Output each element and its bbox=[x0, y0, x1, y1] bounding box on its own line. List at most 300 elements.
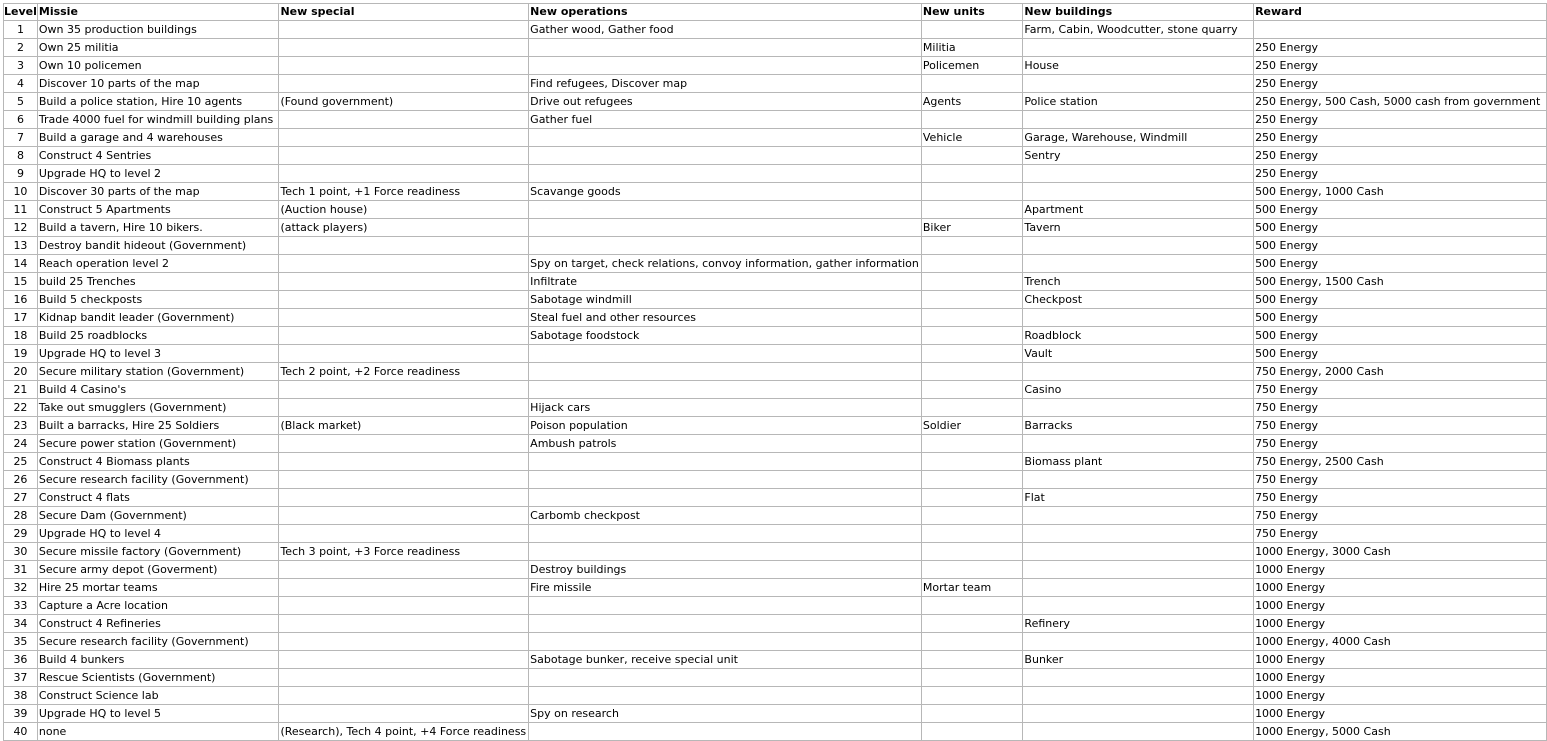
cell-new-units[interactable] bbox=[921, 723, 1023, 741]
cell-new-operations[interactable]: Spy on target, check relations, convoy information, gather information bbox=[529, 255, 922, 273]
cell-missie[interactable]: Built a barracks, Hire 25 Soldiers bbox=[37, 417, 279, 435]
cell-new-operations[interactable] bbox=[529, 525, 922, 543]
table-row bbox=[4, 633, 1547, 651]
cell-level[interactable]: 7 bbox=[4, 129, 38, 147]
cell-level[interactable]: 27 bbox=[4, 489, 38, 507]
cell-new-operations[interactable] bbox=[529, 381, 922, 399]
cell-reward[interactable]: 250 Energy bbox=[1254, 165, 1547, 183]
cell-reward[interactable]: 1000 Energy bbox=[1254, 561, 1547, 579]
cell-new-units[interactable] bbox=[921, 525, 1023, 543]
cell-reward[interactable]: 1000 Energy bbox=[1254, 687, 1547, 705]
cell-new-buildings[interactable]: Casino bbox=[1023, 381, 1254, 399]
cell-new-operations[interactable] bbox=[529, 543, 922, 561]
cell-missie[interactable]: Construct 4 flats bbox=[37, 489, 279, 507]
cell-new-units[interactable] bbox=[921, 237, 1023, 255]
cell-new-operations[interactable]: Sabotage bunker, receive special unit bbox=[529, 651, 922, 669]
cell-new-special[interactable] bbox=[279, 147, 529, 165]
cell-new-operations[interactable] bbox=[529, 219, 922, 237]
cell-new-buildings[interactable] bbox=[1023, 633, 1254, 651]
cell-level[interactable]: 23 bbox=[4, 417, 38, 435]
cell-new-operations[interactable] bbox=[529, 723, 922, 741]
cell-reward[interactable]: 750 Energy bbox=[1254, 381, 1547, 399]
cell-new-buildings[interactable] bbox=[1023, 471, 1254, 489]
cell-new-special[interactable] bbox=[279, 327, 529, 345]
cell-new-units[interactable]: Biker bbox=[921, 219, 1023, 237]
cell-new-buildings[interactable] bbox=[1023, 507, 1254, 525]
cell-level[interactable]: 25 bbox=[4, 453, 38, 471]
cell-new-operations[interactable] bbox=[529, 489, 922, 507]
cell-new-units[interactable] bbox=[921, 669, 1023, 687]
cell-reward[interactable]: 1000 Energy, 3000 Cash bbox=[1254, 543, 1547, 561]
cell-reward[interactable]: 750 Energy bbox=[1254, 435, 1547, 453]
cell-new-units[interactable] bbox=[921, 255, 1023, 273]
cell-level[interactable]: 31 bbox=[4, 561, 38, 579]
cell-missie[interactable]: Reach operation level 2 bbox=[37, 255, 279, 273]
cell-level[interactable]: 17 bbox=[4, 309, 38, 327]
cell-new-buildings[interactable] bbox=[1023, 579, 1254, 597]
table-row bbox=[4, 255, 1547, 273]
cell-missie[interactable]: Construct 4 Biomass plants bbox=[37, 453, 279, 471]
cell-reward[interactable]: 1000 Energy bbox=[1254, 615, 1547, 633]
cell-new-buildings[interactable] bbox=[1023, 543, 1254, 561]
cell-level[interactable]: 8 bbox=[4, 147, 38, 165]
cell-level[interactable]: 26 bbox=[4, 471, 38, 489]
cell-new-buildings[interactable]: Barracks bbox=[1023, 417, 1254, 435]
cell-new-units[interactable] bbox=[921, 489, 1023, 507]
cell-missie[interactable]: Discover 30 parts of the map bbox=[37, 183, 279, 201]
cell-reward[interactable]: 500 Energy bbox=[1254, 237, 1547, 255]
header-level[interactable]: Level bbox=[4, 4, 38, 21]
table-row bbox=[4, 147, 1547, 165]
cell-new-operations[interactable]: Gather wood, Gather food bbox=[529, 21, 922, 39]
cell-new-operations[interactable]: Destroy buildings bbox=[529, 561, 922, 579]
cell-level[interactable]: 9 bbox=[4, 165, 38, 183]
cell-new-units[interactable]: Vehicle bbox=[921, 129, 1023, 147]
cell-missie[interactable]: Capture a Acre location bbox=[37, 597, 279, 615]
cell-level[interactable]: 14 bbox=[4, 255, 38, 273]
cell-reward[interactable]: 250 Energy bbox=[1254, 129, 1547, 147]
cell-level[interactable]: 19 bbox=[4, 345, 38, 363]
cell-new-operations[interactable]: Ambush patrols bbox=[529, 435, 922, 453]
cell-level[interactable]: 20 bbox=[4, 363, 38, 381]
cell-missie[interactable]: Upgrade HQ to level 5 bbox=[37, 705, 279, 723]
cell-missie[interactable]: Secure Dam (Government) bbox=[37, 507, 279, 525]
cell-new-operations[interactable]: Sabotage foodstock bbox=[529, 327, 922, 345]
cell-new-special[interactable] bbox=[279, 111, 529, 129]
cell-new-special[interactable] bbox=[279, 561, 529, 579]
cell-new-buildings[interactable] bbox=[1023, 183, 1254, 201]
cell-new-buildings[interactable]: Roadblock bbox=[1023, 327, 1254, 345]
cell-reward[interactable]: 750 Energy bbox=[1254, 417, 1547, 435]
cell-new-buildings[interactable]: Vault bbox=[1023, 345, 1254, 363]
cell-new-operations[interactable]: Fire missile bbox=[529, 579, 922, 597]
cell-new-operations[interactable] bbox=[529, 39, 922, 57]
cell-new-operations[interactable] bbox=[529, 597, 922, 615]
cell-new-buildings[interactable] bbox=[1023, 255, 1254, 273]
header-new-operations[interactable]: New operations bbox=[529, 4, 922, 21]
cell-new-buildings[interactable] bbox=[1023, 309, 1254, 327]
cell-new-special[interactable] bbox=[279, 507, 529, 525]
cell-new-units[interactable] bbox=[921, 687, 1023, 705]
cell-new-operations[interactable] bbox=[529, 129, 922, 147]
cell-new-units[interactable]: Policemen bbox=[921, 57, 1023, 75]
cell-new-operations[interactable] bbox=[529, 147, 922, 165]
cell-level[interactable]: 5 bbox=[4, 93, 38, 111]
cell-new-special[interactable] bbox=[279, 399, 529, 417]
cell-new-units[interactable] bbox=[921, 165, 1023, 183]
cell-missie[interactable]: Build 4 bunkers bbox=[37, 651, 279, 669]
cell-level[interactable]: 28 bbox=[4, 507, 38, 525]
cell-reward[interactable]: 500 Energy bbox=[1254, 255, 1547, 273]
cell-missie[interactable]: Rescue Scientists (Government) bbox=[37, 669, 279, 687]
cell-missie[interactable]: Take out smugglers (Government) bbox=[37, 399, 279, 417]
cell-new-buildings[interactable] bbox=[1023, 705, 1254, 723]
cell-level[interactable]: 10 bbox=[4, 183, 38, 201]
cell-new-operations[interactable]: Sabotage windmill bbox=[529, 291, 922, 309]
header-new-units[interactable]: New units bbox=[921, 4, 1023, 21]
cell-level[interactable]: 29 bbox=[4, 525, 38, 543]
cell-reward[interactable]: 250 Energy bbox=[1254, 39, 1547, 57]
cell-new-special[interactable] bbox=[279, 669, 529, 687]
cell-new-special[interactable] bbox=[279, 309, 529, 327]
cell-new-buildings[interactable]: Farm, Cabin, Woodcutter, stone quarry bbox=[1023, 21, 1254, 39]
cell-new-units[interactable] bbox=[921, 399, 1023, 417]
cell-reward[interactable]: 500 Energy bbox=[1254, 291, 1547, 309]
table-row bbox=[4, 597, 1547, 615]
cell-new-units[interactable] bbox=[921, 201, 1023, 219]
cell-reward[interactable]: 1000 Energy bbox=[1254, 669, 1547, 687]
cell-reward[interactable]: 500 Energy, 1000 Cash bbox=[1254, 183, 1547, 201]
cell-reward[interactable]: 750 Energy bbox=[1254, 471, 1547, 489]
cell-new-buildings[interactable]: Flat bbox=[1023, 489, 1254, 507]
cell-new-units[interactable] bbox=[921, 471, 1023, 489]
cell-new-units[interactable] bbox=[921, 633, 1023, 651]
cell-level[interactable]: 37 bbox=[4, 669, 38, 687]
cell-missie[interactable]: Secure army depot (Goverment) bbox=[37, 561, 279, 579]
cell-new-operations[interactable]: Scavange goods bbox=[529, 183, 922, 201]
cell-missie[interactable]: Destroy bandit hideout (Government) bbox=[37, 237, 279, 255]
cell-new-buildings[interactable]: Trench bbox=[1023, 273, 1254, 291]
cell-new-special[interactable]: (Research), Tech 4 point, +4 Force readiness bbox=[279, 723, 529, 741]
cell-new-special[interactable] bbox=[279, 381, 529, 399]
cell-level[interactable]: 15 bbox=[4, 273, 38, 291]
cell-reward[interactable]: 1000 Energy bbox=[1254, 597, 1547, 615]
cell-new-units[interactable] bbox=[921, 345, 1023, 363]
cell-level[interactable]: 3 bbox=[4, 57, 38, 75]
cell-new-special[interactable] bbox=[279, 435, 529, 453]
cell-new-special[interactable] bbox=[279, 237, 529, 255]
cell-reward[interactable]: 750 Energy bbox=[1254, 525, 1547, 543]
cell-new-buildings[interactable] bbox=[1023, 597, 1254, 615]
cell-new-special[interactable] bbox=[279, 75, 529, 93]
cell-reward[interactable]: 250 Energy bbox=[1254, 147, 1547, 165]
cell-new-units[interactable] bbox=[921, 21, 1023, 39]
cell-new-operations[interactable] bbox=[529, 201, 922, 219]
cell-missie[interactable]: Secure military station (Government) bbox=[37, 363, 279, 381]
cell-new-units[interactable] bbox=[921, 435, 1023, 453]
cell-new-buildings[interactable]: Garage, Warehouse, Windmill bbox=[1023, 129, 1254, 147]
cell-new-special[interactable]: (Found government) bbox=[279, 93, 529, 111]
cell-missie[interactable]: Construct 5 Apartments bbox=[37, 201, 279, 219]
cell-new-special[interactable] bbox=[279, 255, 529, 273]
cell-reward[interactable]: 250 Energy, 500 Cash, 5000 cash from government bbox=[1254, 93, 1547, 111]
cell-missie[interactable]: Hire 25 mortar teams bbox=[37, 579, 279, 597]
cell-missie[interactable]: Own 10 policemen bbox=[37, 57, 279, 75]
cell-new-special[interactable] bbox=[279, 165, 529, 183]
cell-new-special[interactable] bbox=[279, 615, 529, 633]
cell-new-units[interactable]: Mortar team bbox=[921, 579, 1023, 597]
cell-missie[interactable]: Construct 4 Refineries bbox=[37, 615, 279, 633]
cell-new-special[interactable] bbox=[279, 21, 529, 39]
cell-new-buildings[interactable] bbox=[1023, 75, 1254, 93]
cell-new-operations[interactable] bbox=[529, 615, 922, 633]
header-new-buildings[interactable]: New buildings bbox=[1023, 4, 1254, 21]
cell-new-operations[interactable]: Carbomb checkpost bbox=[529, 507, 922, 525]
cell-new-operations[interactable] bbox=[529, 345, 922, 363]
cell-new-operations[interactable] bbox=[529, 57, 922, 75]
cell-new-buildings[interactable] bbox=[1023, 723, 1254, 741]
cell-new-buildings[interactable]: Checkpost bbox=[1023, 291, 1254, 309]
cell-reward[interactable]: 250 Energy bbox=[1254, 57, 1547, 75]
cell-new-operations[interactable] bbox=[529, 471, 922, 489]
cell-reward[interactable]: 750 Energy bbox=[1254, 507, 1547, 525]
cell-level[interactable]: 34 bbox=[4, 615, 38, 633]
cell-level[interactable]: 16 bbox=[4, 291, 38, 309]
cell-new-special[interactable] bbox=[279, 687, 529, 705]
cell-missie[interactable]: Own 35 production buildings bbox=[37, 21, 279, 39]
cell-new-special[interactable] bbox=[279, 633, 529, 651]
cell-new-operations[interactable] bbox=[529, 363, 922, 381]
cell-new-operations[interactable]: Drive out refugees bbox=[529, 93, 922, 111]
cell-new-units[interactable] bbox=[921, 291, 1023, 309]
cell-new-operations[interactable]: Spy on research bbox=[529, 705, 922, 723]
cell-new-operations[interactable]: Poison population bbox=[529, 417, 922, 435]
cell-level[interactable]: 35 bbox=[4, 633, 38, 651]
cell-new-special[interactable] bbox=[279, 273, 529, 291]
cell-reward[interactable]: 750 Energy bbox=[1254, 399, 1547, 417]
cell-new-operations[interactable] bbox=[529, 453, 922, 471]
cell-new-buildings[interactable] bbox=[1023, 39, 1254, 57]
cell-reward[interactable]: 500 Energy bbox=[1254, 201, 1547, 219]
cell-reward[interactable]: 250 Energy bbox=[1254, 75, 1547, 93]
cell-new-buildings[interactable] bbox=[1023, 363, 1254, 381]
cell-level[interactable]: 13 bbox=[4, 237, 38, 255]
cell-new-special[interactable]: (Auction house) bbox=[279, 201, 529, 219]
cell-new-buildings[interactable] bbox=[1023, 237, 1254, 255]
cell-level[interactable]: 30 bbox=[4, 543, 38, 561]
cell-new-special[interactable] bbox=[279, 453, 529, 471]
cell-new-units[interactable] bbox=[921, 381, 1023, 399]
cell-new-buildings[interactable] bbox=[1023, 669, 1254, 687]
cell-new-units[interactable] bbox=[921, 507, 1023, 525]
cell-reward[interactable]: 500 Energy bbox=[1254, 327, 1547, 345]
cell-new-buildings[interactable] bbox=[1023, 525, 1254, 543]
cell-new-units[interactable] bbox=[921, 111, 1023, 129]
cell-level[interactable]: 2 bbox=[4, 39, 38, 57]
cell-reward[interactable]: 750 Energy, 2500 Cash bbox=[1254, 453, 1547, 471]
cell-new-units[interactable] bbox=[921, 327, 1023, 345]
cell-missie[interactable]: Kidnap bandit leader (Government) bbox=[37, 309, 279, 327]
cell-missie[interactable]: Construct 4 Sentries bbox=[37, 147, 279, 165]
cell-missie[interactable]: Discover 10 parts of the map bbox=[37, 75, 279, 93]
table-row bbox=[4, 165, 1547, 183]
cell-new-units[interactable] bbox=[921, 363, 1023, 381]
table-row bbox=[4, 309, 1547, 327]
cell-missie[interactable]: Upgrade HQ to level 4 bbox=[37, 525, 279, 543]
table-row bbox=[4, 345, 1547, 363]
cell-new-special[interactable] bbox=[279, 651, 529, 669]
cell-new-special[interactable] bbox=[279, 705, 529, 723]
cell-level[interactable]: 21 bbox=[4, 381, 38, 399]
header-missie[interactable]: Missie bbox=[37, 4, 279, 21]
cell-missie[interactable]: Build 25 roadblocks bbox=[37, 327, 279, 345]
cell-new-buildings[interactable]: House bbox=[1023, 57, 1254, 75]
cell-new-special[interactable] bbox=[279, 39, 529, 57]
table-row bbox=[4, 723, 1547, 741]
cell-new-special[interactable] bbox=[279, 597, 529, 615]
cell-new-units[interactable] bbox=[921, 705, 1023, 723]
cell-level[interactable]: 24 bbox=[4, 435, 38, 453]
cell-new-operations[interactable] bbox=[529, 237, 922, 255]
cell-new-special[interactable]: Tech 1 point, +1 Force readiness bbox=[279, 183, 529, 201]
cell-missie[interactable]: Construct Science lab bbox=[37, 687, 279, 705]
cell-reward[interactable] bbox=[1254, 21, 1547, 39]
cell-new-operations[interactable] bbox=[529, 633, 922, 651]
cell-level[interactable]: 36 bbox=[4, 651, 38, 669]
cell-missie[interactable]: Own 25 militia bbox=[37, 39, 279, 57]
cell-level[interactable]: 12 bbox=[4, 219, 38, 237]
cell-new-units[interactable] bbox=[921, 543, 1023, 561]
cell-new-units[interactable]: Soldier bbox=[921, 417, 1023, 435]
cell-new-buildings[interactable]: Sentry bbox=[1023, 147, 1254, 165]
cell-missie[interactable]: none bbox=[37, 723, 279, 741]
cell-new-buildings[interactable]: Bunker bbox=[1023, 651, 1254, 669]
cell-level[interactable]: 22 bbox=[4, 399, 38, 417]
cell-missie[interactable]: Upgrade HQ to level 3 bbox=[37, 345, 279, 363]
cell-new-operations[interactable]: Infiltrate bbox=[529, 273, 922, 291]
cell-reward[interactable]: 500 Energy, 1500 Cash bbox=[1254, 273, 1547, 291]
header-row bbox=[4, 4, 1547, 21]
cell-new-units[interactable] bbox=[921, 183, 1023, 201]
cell-reward[interactable]: 1000 Energy bbox=[1254, 651, 1547, 669]
cell-new-units[interactable] bbox=[921, 597, 1023, 615]
cell-new-units[interactable] bbox=[921, 651, 1023, 669]
cell-reward[interactable]: 250 Energy bbox=[1254, 111, 1547, 129]
cell-level[interactable]: 18 bbox=[4, 327, 38, 345]
cell-reward[interactable]: 1000 Energy bbox=[1254, 579, 1547, 597]
cell-new-operations[interactable]: Find refugees, Discover map bbox=[529, 75, 922, 93]
cell-reward[interactable]: 500 Energy bbox=[1254, 345, 1547, 363]
cell-new-buildings[interactable]: Biomass plant bbox=[1023, 453, 1254, 471]
cell-new-special[interactable]: Tech 2 point, +2 Force readiness bbox=[279, 363, 529, 381]
header-new-special[interactable]: New special bbox=[279, 4, 529, 21]
cell-missie[interactable]: Trade 4000 fuel for windmill building plans bbox=[37, 111, 279, 129]
cell-new-units[interactable] bbox=[921, 273, 1023, 291]
cell-new-units[interactable] bbox=[921, 147, 1023, 165]
cell-reward[interactable]: 1000 Energy bbox=[1254, 705, 1547, 723]
cell-level[interactable]: 32 bbox=[4, 579, 38, 597]
cell-reward[interactable]: 1000 Energy, 5000 Cash bbox=[1254, 723, 1547, 741]
cell-new-units[interactable] bbox=[921, 75, 1023, 93]
cell-missie[interactable]: Secure power station (Government) bbox=[37, 435, 279, 453]
cell-new-buildings[interactable]: Apartment bbox=[1023, 201, 1254, 219]
cell-level[interactable]: 33 bbox=[4, 597, 38, 615]
cell-level[interactable]: 11 bbox=[4, 201, 38, 219]
cell-missie[interactable]: Build a tavern, Hire 10 bikers. bbox=[37, 219, 279, 237]
cell-reward[interactable]: 500 Energy bbox=[1254, 309, 1547, 327]
cell-level[interactable]: 4 bbox=[4, 75, 38, 93]
cell-new-special[interactable] bbox=[279, 579, 529, 597]
cell-new-special[interactable] bbox=[279, 489, 529, 507]
cell-new-special[interactable] bbox=[279, 525, 529, 543]
cell-level[interactable]: 40 bbox=[4, 723, 38, 741]
cell-reward[interactable]: 750 Energy, 2000 Cash bbox=[1254, 363, 1547, 381]
table-row bbox=[4, 615, 1547, 633]
cell-new-special[interactable] bbox=[279, 291, 529, 309]
cell-new-special[interactable]: (attack players) bbox=[279, 219, 529, 237]
cell-missie[interactable]: Build a police station, Hire 10 agents bbox=[37, 93, 279, 111]
cell-new-buildings[interactable] bbox=[1023, 399, 1254, 417]
cell-new-buildings[interactable]: Refinery bbox=[1023, 615, 1254, 633]
cell-missie[interactable]: Build 4 Casino's bbox=[37, 381, 279, 399]
table-row bbox=[4, 21, 1547, 39]
cell-new-buildings[interactable] bbox=[1023, 165, 1254, 183]
cell-new-special[interactable] bbox=[279, 57, 529, 75]
cell-reward[interactable]: 1000 Energy, 4000 Cash bbox=[1254, 633, 1547, 651]
cell-new-units[interactable]: Militia bbox=[921, 39, 1023, 57]
cell-level[interactable]: 39 bbox=[4, 705, 38, 723]
cell-new-operations[interactable] bbox=[529, 669, 922, 687]
cell-missie[interactable]: Build a garage and 4 warehouses bbox=[37, 129, 279, 147]
cell-missie[interactable]: Upgrade HQ to level 2 bbox=[37, 165, 279, 183]
cell-new-special[interactable]: Tech 3 point, +3 Force readiness bbox=[279, 543, 529, 561]
cell-new-special[interactable] bbox=[279, 471, 529, 489]
cell-new-special[interactable] bbox=[279, 345, 529, 363]
cell-new-buildings[interactable]: Police station bbox=[1023, 93, 1254, 111]
cell-new-buildings[interactable] bbox=[1023, 435, 1254, 453]
cell-new-buildings[interactable] bbox=[1023, 111, 1254, 129]
cell-reward[interactable]: 500 Energy bbox=[1254, 219, 1547, 237]
cell-new-units[interactable] bbox=[921, 561, 1023, 579]
cell-new-units[interactable]: Agents bbox=[921, 93, 1023, 111]
cell-new-buildings[interactable]: Tavern bbox=[1023, 219, 1254, 237]
cell-new-operations[interactable]: Hijack cars bbox=[529, 399, 922, 417]
cell-reward[interactable]: 750 Energy bbox=[1254, 489, 1547, 507]
cell-missie[interactable]: Secure research facility (Government) bbox=[37, 471, 279, 489]
cell-new-operations[interactable] bbox=[529, 165, 922, 183]
cell-new-buildings[interactable] bbox=[1023, 561, 1254, 579]
cell-new-buildings[interactable] bbox=[1023, 687, 1254, 705]
cell-new-special[interactable]: (Black market) bbox=[279, 417, 529, 435]
cell-level[interactable]: 1 bbox=[4, 21, 38, 39]
cell-new-operations[interactable] bbox=[529, 687, 922, 705]
cell-missie[interactable]: Build 5 checkposts bbox=[37, 291, 279, 309]
cell-new-units[interactable] bbox=[921, 615, 1023, 633]
header-reward[interactable]: Reward bbox=[1254, 4, 1547, 21]
table-row bbox=[4, 273, 1547, 291]
cell-new-operations[interactable]: Gather fuel bbox=[529, 111, 922, 129]
cell-new-units[interactable] bbox=[921, 309, 1023, 327]
table-row bbox=[4, 417, 1547, 435]
cell-new-operations[interactable]: Steal fuel and other resources bbox=[529, 309, 922, 327]
cell-missie[interactable]: Secure research facility (Government) bbox=[37, 633, 279, 651]
cell-new-units[interactable] bbox=[921, 453, 1023, 471]
cell-new-special[interactable] bbox=[279, 129, 529, 147]
cell-missie[interactable]: Secure missile factory (Government) bbox=[37, 543, 279, 561]
cell-missie[interactable]: build 25 Trenches bbox=[37, 273, 279, 291]
cell-level[interactable]: 38 bbox=[4, 687, 38, 705]
cell-level[interactable]: 6 bbox=[4, 111, 38, 129]
